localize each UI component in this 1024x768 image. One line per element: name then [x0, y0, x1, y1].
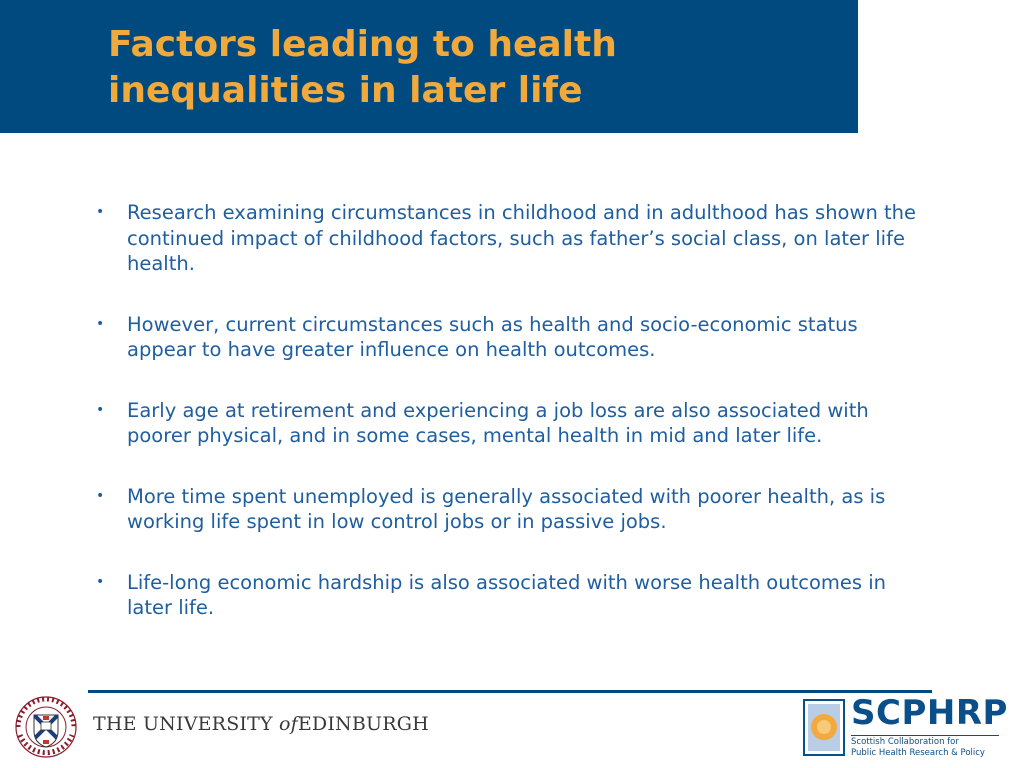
university-crest-icon	[14, 695, 78, 759]
bullet-text: Research examining circumstances in childhood and in adulthood has shown the continued impact of childhood factors, such as father’s social class, on later life health.	[127, 201, 916, 275]
bullet-text: Life-long economic hardship is also associated with worse health outcomes in later life.	[127, 570, 887, 619]
scphrp-tagline-line-1: Scottish Collaboration for	[851, 737, 959, 747]
bullet-text: More time spent unemployed is generally associated with poorer health, as is working life spent in low control jobs or in passive jobs.	[127, 484, 886, 533]
bullet-marker: •	[96, 573, 105, 590]
bullet-marker: •	[96, 487, 105, 504]
scphrp-tagline	[851, 735, 999, 759]
university-name-part-2: EDINBURGH	[297, 713, 429, 735]
bullet-item	[96, 200, 916, 277]
scphrp-logo	[803, 693, 1008, 759]
scphrp-logo-icon	[803, 697, 847, 757]
bullet-text: However, current circumstances such as health and socio-economic status appear to have greater influence on health outcomes.	[127, 312, 858, 361]
bullet-marker: •	[96, 204, 105, 220]
bullet-item	[96, 484, 916, 535]
bullet-text: Early age at retirement and experiencing a job loss are also associated with poorer physical, and in some cases, mental health in mid and later life.	[127, 398, 869, 447]
scphrp-acronym: SCPHRP	[851, 693, 1008, 733]
bullet-marker: •	[96, 315, 105, 332]
bullet-item	[96, 398, 916, 449]
bullet-item	[96, 312, 916, 363]
university-name	[93, 713, 429, 735]
bullet-item	[96, 570, 916, 621]
slide-title-line-1: Factors leading to health	[108, 24, 617, 65]
title-band	[0, 0, 858, 133]
university-name-of: of	[278, 713, 298, 735]
slide-title-line-2: inequalities in later life	[108, 70, 583, 111]
bullet-marker: •	[96, 401, 105, 418]
slide-title	[108, 22, 828, 114]
university-name-part-1: THE UNIVERSITY	[93, 713, 279, 735]
footer-divider	[88, 690, 932, 693]
scphrp-tagline-line-2: Public Health Research & Policy	[851, 748, 985, 758]
bullet-list	[96, 200, 916, 656]
